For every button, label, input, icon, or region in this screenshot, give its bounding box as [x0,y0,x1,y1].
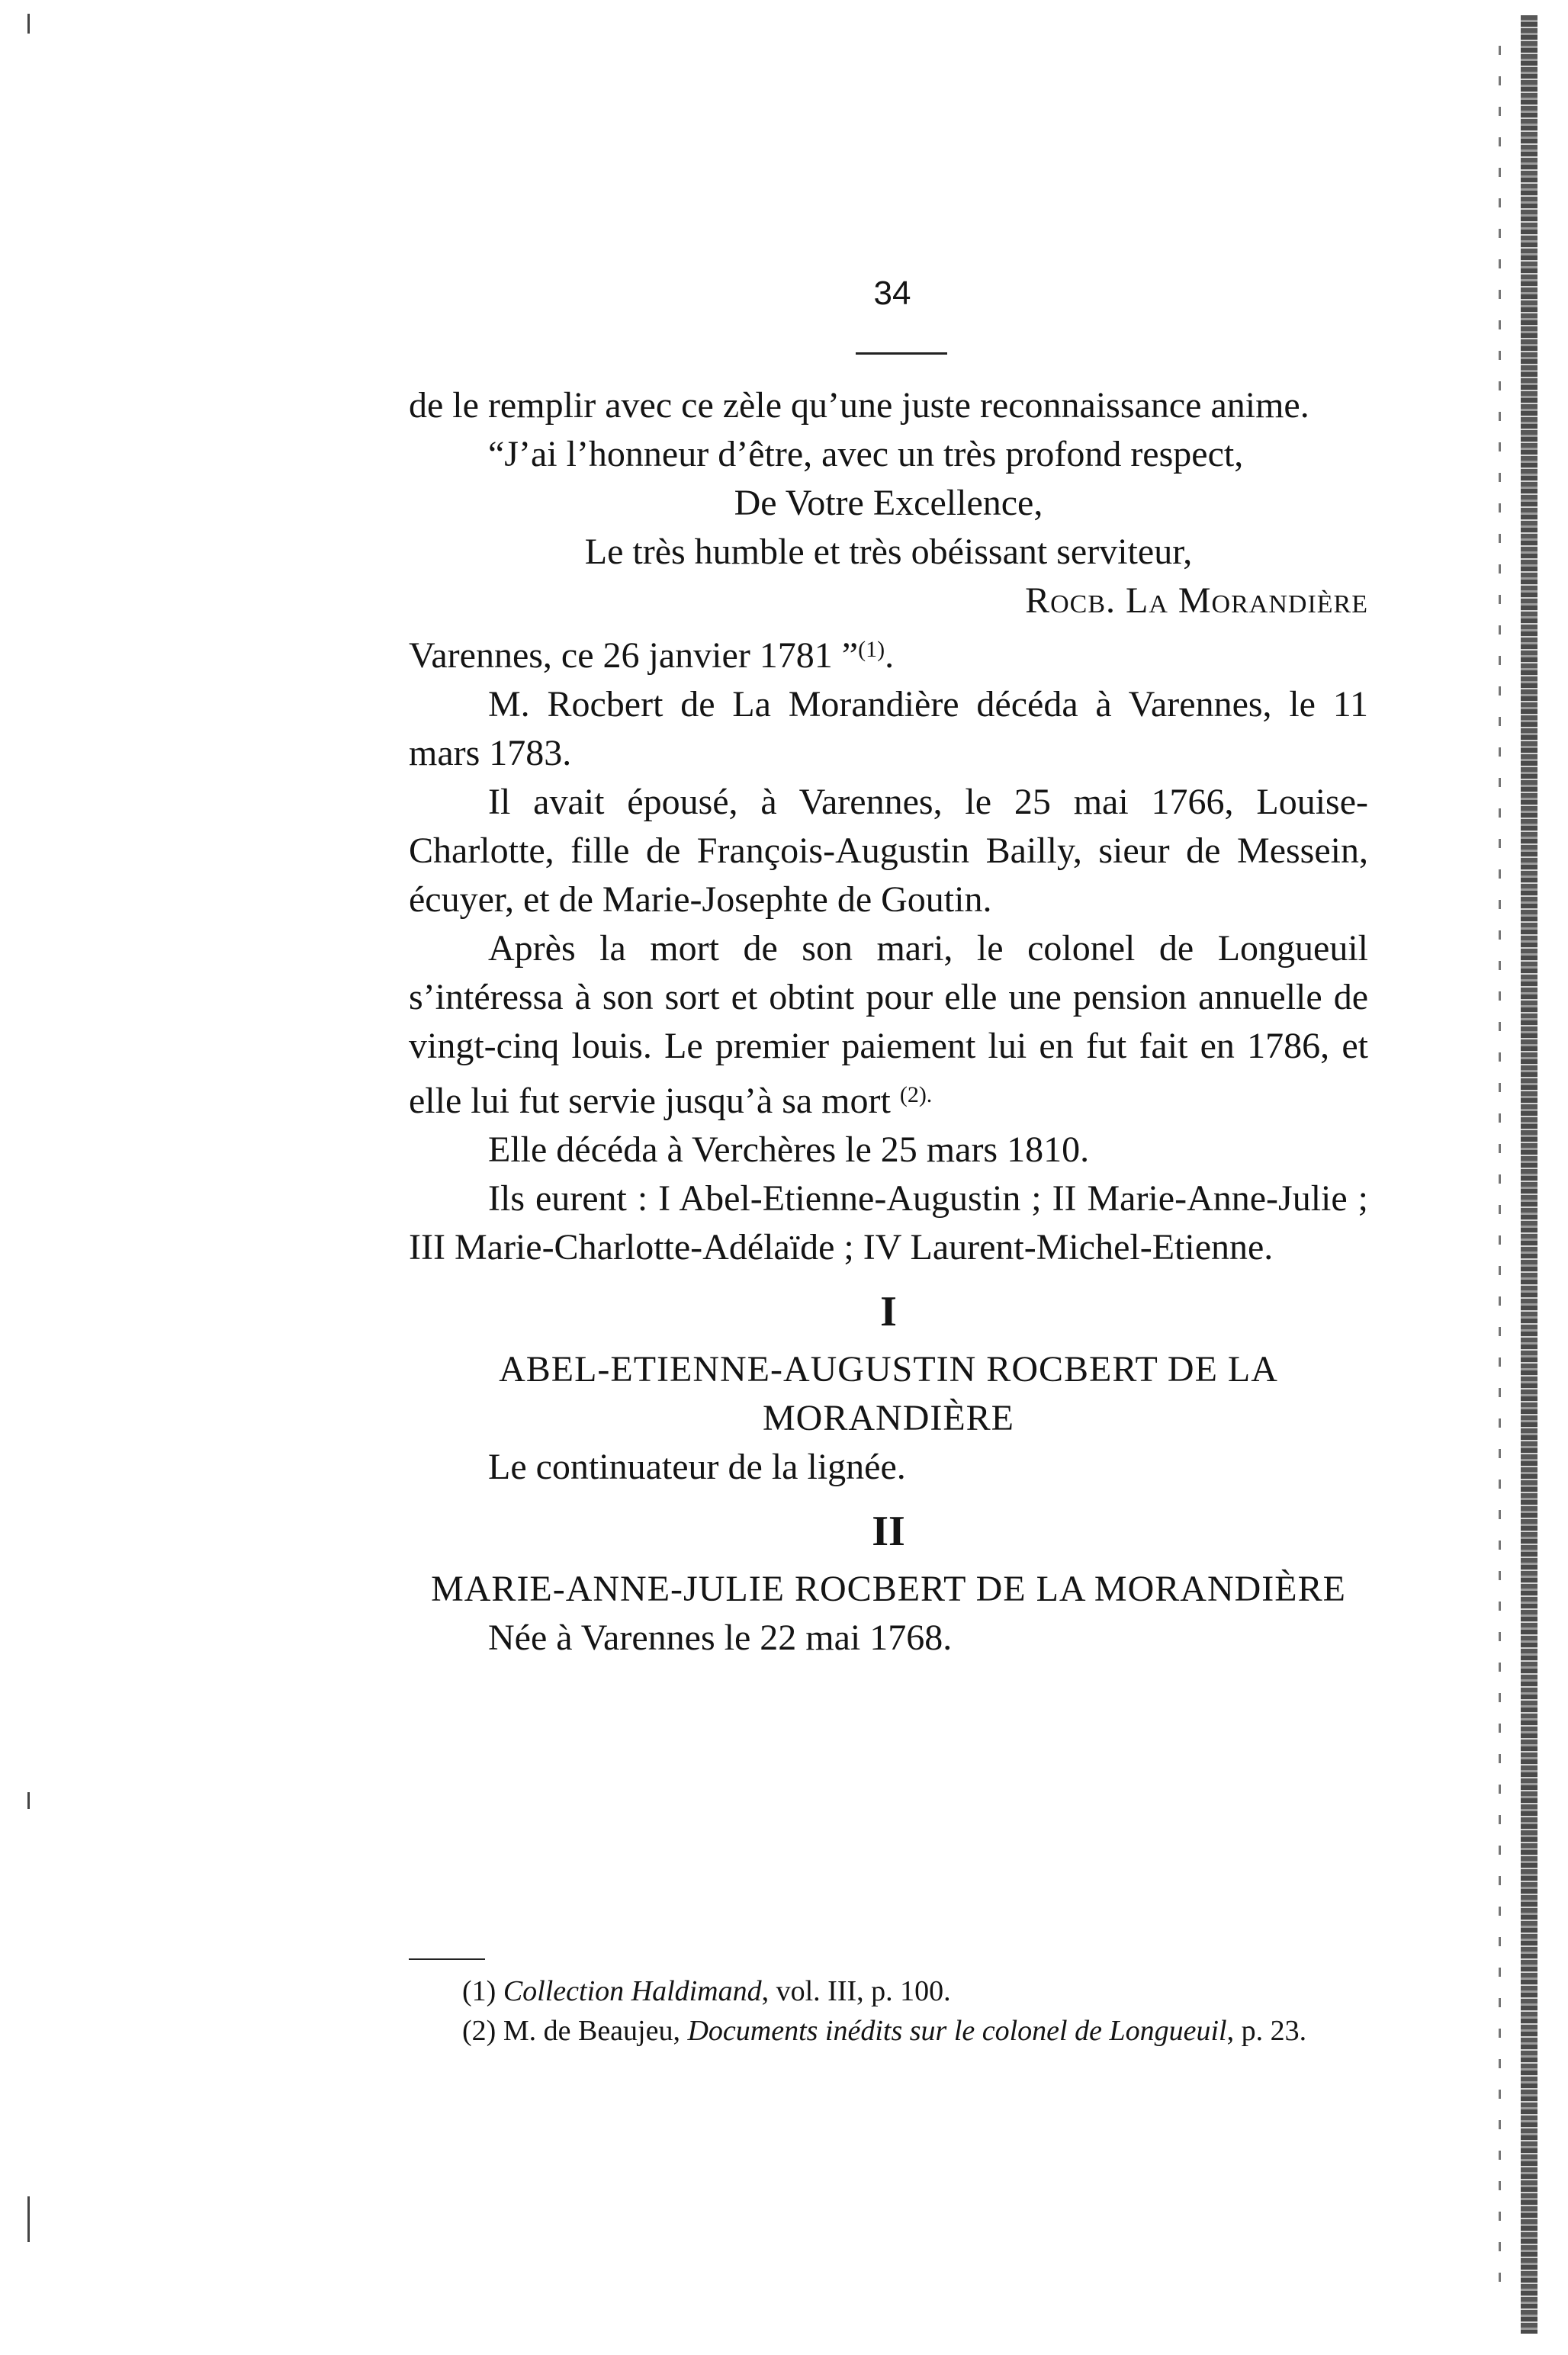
paragraph: “J’ai l’honneur d’être, avec un très profond respect, [488,434,1244,474]
body-text [409,381,1368,1663]
paragraph: Ils eurent : I Abel-Etienne-Augustin ; II Marie-Anne-Julie ; III Marie-Charlotte-Adélaïde ; IV Laurent-Michel-Etienne. [409,1178,1368,1267]
footnote-prefix: M. de Beaujeu, [503,2015,688,2047]
section-numeral: I [880,1288,897,1335]
footnote-title: Collection Haldimand [503,1975,762,2007]
footnotes [409,1971,1368,2051]
footnote-title: Documents inédits sur le colonel de Longueuil [687,2015,1227,2047]
scan-edge-shadow [1499,46,1501,2303]
scan-binding-edge [1521,15,1537,2334]
letter-closing: Le très humble et très obéissant serviteur, [584,532,1193,572]
page-number: 34 [873,275,911,312]
scan-speck [27,1792,30,1809]
footnote [409,2011,1368,2051]
header-rule [856,352,947,355]
footnote-marker: (1) [462,1975,496,2007]
section-text: Née à Varennes le 22 mai 1768. [488,1618,953,1658]
section-numeral: II [872,1508,905,1555]
paragraph [409,924,1368,1126]
dateline-text: Varennes, ce 26 janvier 1781 ” [409,635,859,676]
paragraph-text: Après la mort de son mari, le colonel de Longueuil s’intéressa à son sort et obtint pour elle une pension annuelle de vingt-cinq louis. Le premier paiement lui en fut fait en 1786, et elle lui fut servie jusqu’à sa mort [409,928,1368,1121]
footnote-rest: , vol. III, p. 100. [761,1975,951,2007]
section-heading: ABEL-ETIENNE-AUGUSTIN ROCBERT DE LA MORANDIÈRE [499,1349,1278,1438]
section-heading: MARIE-ANNE-JULIE ROCBERT DE LA MORANDIÈRE [431,1569,1346,1609]
footnote-marker: (2) [462,2015,496,2047]
footnote-ref: (2). [899,1082,933,1107]
letter-signature: Rocb. La Morandière [1025,580,1368,621]
footnote-ref: (1) [858,637,885,662]
scan-speck [27,14,30,34]
paragraph: Elle décéda à Verchères le 25 mars 1810. [488,1129,1090,1170]
section-text: Le continuateur de la lignée. [488,1447,906,1487]
letter-closing: De Votre Excellence, [734,483,1043,523]
paragraph: M. Rocbert de La Morandière décéda à Varennes, le 11 mars 1783. [409,684,1368,773]
footnote [409,1971,1368,2011]
paragraph: Il avait épousé, à Varennes, le 25 mai 1766, Louise-Charlotte, fille de François-Augustin Bailly, sieur de Messein, écuyer, et de Marie-Josephte de Goutin. [409,782,1368,920]
scan-speck [27,2196,30,2242]
footnote-rest: , p. 23. [1226,2015,1307,2047]
dateline: Varennes, ce 26 janvier 1781 ”$^{(1)}$. [409,635,895,676]
paragraph: de le remplir avec ce zèle qu’une juste reconnaissance anime. [409,385,1309,426]
footnote-rule [409,1958,485,1960]
